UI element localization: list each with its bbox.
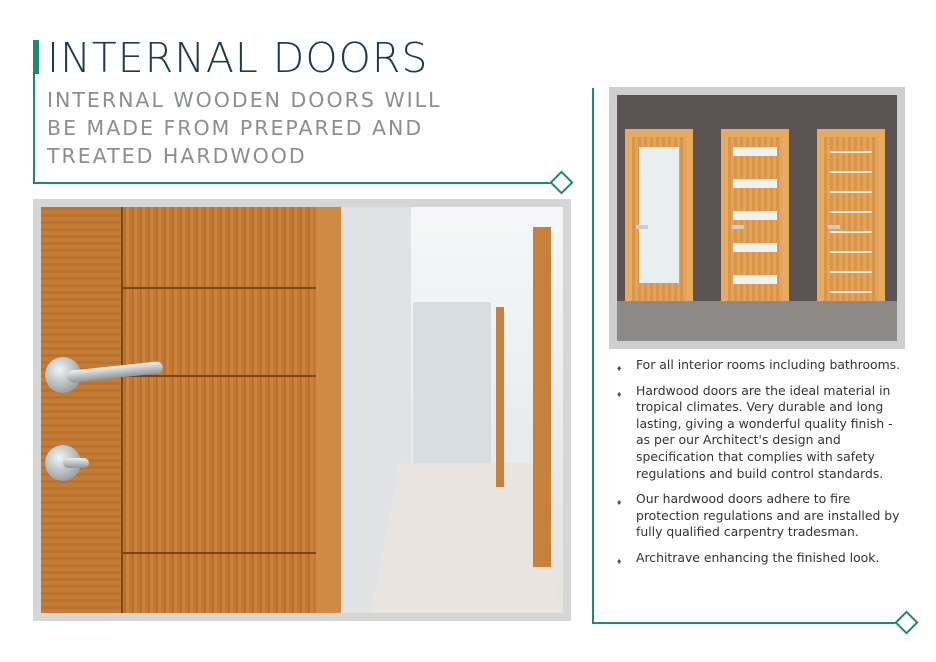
list-item [616, 550, 906, 567]
bullet-diamond-icon: ♦ [616, 390, 623, 399]
list-item-text: For all interior rooms including bathrooms. [636, 357, 901, 372]
bullet-diamond-icon: ♦ [616, 499, 623, 508]
page-title: INTERNAL DOORS [47, 34, 429, 82]
list-item-text: Hardwood doors are the ideal material in tropical climates. Very durable and long lasting, giving a wonderful quality finish - as per our Architect's design and specification that complies with safety regulations and build control standards. [636, 382, 893, 481]
list-item-text: Architrave enhancing the finished look. [636, 549, 880, 565]
door-styles-photo [609, 87, 905, 349]
list-item [616, 491, 906, 541]
page-subtitle [47, 86, 487, 170]
feature-list [616, 357, 906, 576]
list-item [616, 383, 906, 483]
title-accent-bar [33, 40, 39, 74]
subtitle-line: TREATED HARDWOOD [47, 144, 307, 168]
decorative-rule-horizontal [33, 182, 553, 184]
decorative-rule-vertical [592, 88, 594, 624]
diamond-ornament-icon [894, 610, 918, 634]
bullet-diamond-icon: ♦ [616, 365, 623, 373]
slotted-glass-door [721, 129, 789, 301]
subtitle-line: INTERNAL WOODEN DOORS WILL [47, 88, 442, 112]
decorative-rule-horizontal [592, 622, 898, 624]
lined-veneer-door [817, 129, 885, 301]
door-handle-photo [33, 199, 571, 621]
list-item [616, 357, 906, 374]
subtitle-line: BE MADE FROM PREPARED AND [47, 116, 424, 140]
bullet-diamond-icon: ♦ [616, 557, 623, 566]
decorative-rule-vertical [33, 74, 35, 184]
diamond-ornament-icon [549, 170, 573, 194]
glass-panel-door [625, 129, 693, 301]
list-item-text: Our hardwood doors adhere to fire protection regulations and are installed by fully qualified carpentry tradesman. [636, 491, 900, 540]
